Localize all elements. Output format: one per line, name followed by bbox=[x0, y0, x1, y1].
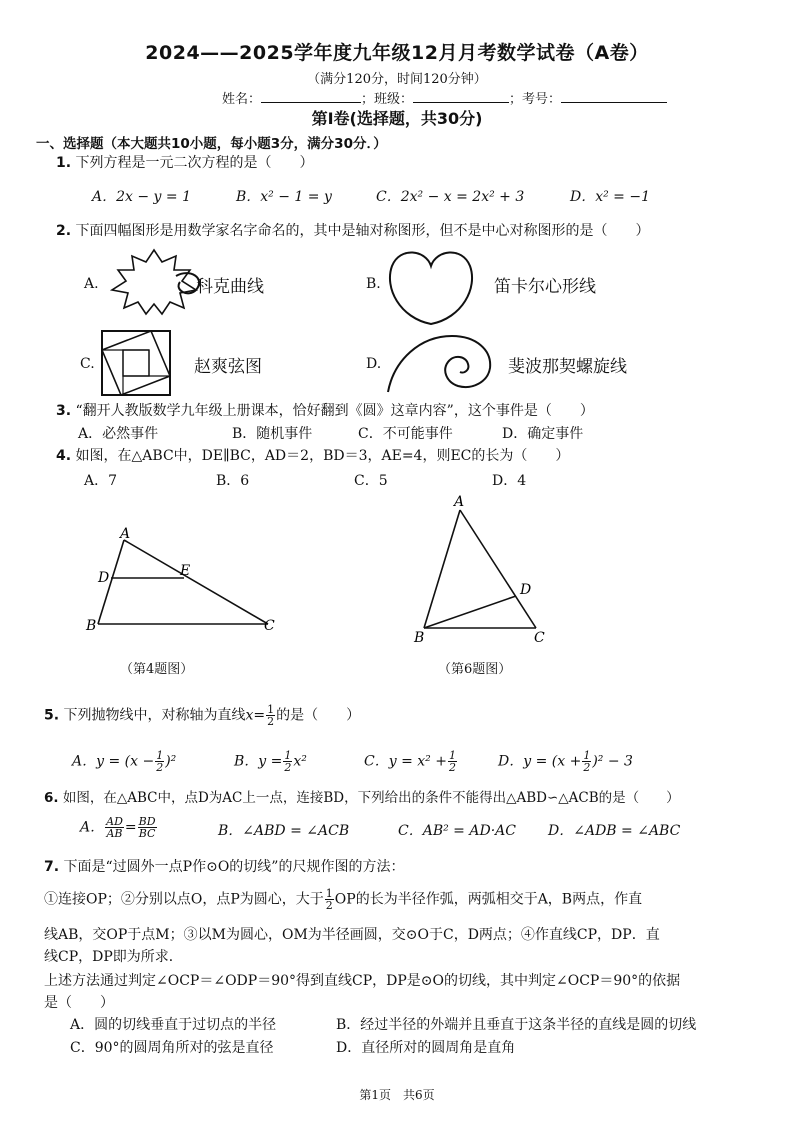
q7-option-c[interactable]: C．90°的圆周角所对的弦是直径 bbox=[70, 1040, 274, 1056]
exam-title: 2024——2025学年度九年级12月月考数学试卷（A卷） bbox=[145, 42, 649, 64]
fig4-point-a: A bbox=[120, 526, 131, 542]
q3-option-a[interactable]: A．必然事件 bbox=[78, 426, 159, 442]
q3-option-c[interactable]: C．不可能事件 bbox=[358, 426, 453, 442]
q7-line-3: 线CP，DP即为所求． bbox=[44, 949, 183, 965]
question-6 bbox=[44, 786, 680, 806]
q4-option-a[interactable]: A．7 bbox=[84, 473, 118, 489]
q4-option-c[interactable]: C．5 bbox=[354, 473, 388, 489]
id-label: ；考号： bbox=[509, 92, 562, 107]
question-stem: 如图，在△ABC中，DE∥BC，AD＝2，BD＝3，AE=4，则EC的长为（ ） bbox=[75, 448, 570, 464]
cardioid-figure bbox=[386, 244, 476, 328]
part-title: 第Ⅰ卷(选择题，共30分) bbox=[311, 109, 483, 128]
q6-option-b[interactable]: B．∠ABD = ∠ACB bbox=[218, 823, 350, 839]
fig4-point-d: D bbox=[98, 570, 110, 586]
question-number: 7. bbox=[44, 859, 60, 875]
q2-name-d: 斐波那契螺旋线 bbox=[508, 357, 627, 377]
question-2 bbox=[56, 220, 650, 240]
fig6-point-c: C bbox=[534, 630, 545, 646]
question-stem-post: 的是（ ） bbox=[276, 707, 361, 724]
q7-option-a[interactable]: A．圆的切线垂直于过切点的半径 bbox=[70, 1017, 277, 1033]
question-stem: 下面四幅图形是用数学家名字命名的，其中是轴对称图形，但不是中心对称图形的是（ ） bbox=[75, 223, 650, 239]
q1-option-c[interactable]: C．2x² − x = 2x² + 3 bbox=[376, 189, 525, 205]
q7-line-2: 线AB，交OP于点M；③以M为圆心，OM为半径画圆，交⊙O于C，D两点；④作直线CP，DP．直 bbox=[44, 927, 660, 943]
question-stem: 下面是“过圆外一点P作⊙O的切线”的尺规作图的方法： bbox=[63, 859, 405, 875]
q5-option-c[interactable]: C．y = x² + $\frac{1}{2}$ bbox=[364, 749, 456, 774]
fig6-point-a: A bbox=[454, 494, 465, 510]
page-footer: 第1页 共6页 bbox=[359, 1088, 435, 1102]
q7-option-d[interactable]: D．直径所对的圆周角是直角 bbox=[336, 1040, 516, 1056]
q1-option-b[interactable]: B．x² − 1 = y bbox=[236, 189, 332, 205]
q3-option-b[interactable]: B．随机事件 bbox=[232, 426, 313, 442]
fig6-point-d: D bbox=[520, 582, 532, 598]
q2-letter-b[interactable]: B. bbox=[366, 276, 381, 292]
question-1 bbox=[56, 152, 314, 172]
q5-option-b[interactable]: B．y = $\frac{1}{2}$ x² bbox=[234, 749, 307, 774]
class-label: ；班级： bbox=[361, 92, 414, 107]
stem-fraction: $\frac{1}{2}$ bbox=[267, 703, 275, 728]
question-7 bbox=[44, 856, 404, 876]
q6-option-d[interactable]: D．∠ADB = ∠ABC bbox=[548, 823, 681, 839]
figure-q4-triangle bbox=[84, 528, 284, 638]
fig6-side-ab bbox=[424, 510, 460, 628]
q2-letter-a[interactable]: A. bbox=[84, 276, 99, 292]
figure-q6-caption: （第6题图） bbox=[438, 662, 512, 677]
question-number: 5. bbox=[44, 707, 60, 724]
class-blank[interactable] bbox=[413, 90, 509, 103]
fig4-point-b: B bbox=[86, 618, 97, 634]
koch-snowflake-figure bbox=[104, 246, 204, 316]
q7-line-4: 上述方法通过判定∠OCP＝∠ODP＝90°得到直线CP，DP是⊙O的切线，其中判定∠OCP＝90°的依据 bbox=[44, 973, 681, 989]
question-4 bbox=[56, 445, 569, 465]
q6-option-c[interactable]: C．AB² = AD·AC bbox=[398, 823, 516, 839]
question-number: 6. bbox=[44, 790, 59, 806]
q3-option-d[interactable]: D．确定事件 bbox=[502, 426, 584, 442]
q7-line-5: 是（ ） bbox=[44, 995, 114, 1011]
fig6-segment-bd bbox=[424, 596, 516, 628]
q7-option-b[interactable]: B．经过半径的外端并且垂直于这条半径的直线是圆的切线 bbox=[336, 1017, 697, 1033]
question-number: 2. bbox=[56, 223, 72, 239]
fig4-point-c: C bbox=[264, 618, 275, 634]
id-blank[interactable] bbox=[561, 90, 667, 103]
question-stem: “翻开人教版数学九年级上册课本，恰好翻到《圆》这章内容”，这个事件是（ ） bbox=[75, 403, 594, 419]
name-label: 姓名： bbox=[222, 92, 262, 107]
q2-name-c: 赵爽弦图 bbox=[194, 357, 262, 377]
question-number: 4. bbox=[56, 448, 72, 464]
q2-name-b: 笛卡尔心形线 bbox=[494, 277, 596, 297]
q5-option-a[interactable]: A．y = (x − $\frac{1}{2}$ )² bbox=[72, 749, 177, 774]
fig4-side-ac bbox=[124, 540, 268, 624]
q2-letter-c[interactable]: C. bbox=[80, 356, 95, 372]
q4-option-b[interactable]: B．6 bbox=[216, 473, 250, 489]
student-info-row bbox=[222, 88, 667, 107]
fibonacci-spiral-figure bbox=[384, 330, 494, 394]
fig6-side-ac bbox=[460, 510, 536, 628]
q1-option-a[interactable]: A．2x − y = 1 bbox=[92, 189, 191, 205]
section-title: 一、选择题（本大题共10小题，每小题3分，满分30分．） bbox=[36, 136, 387, 152]
q2-letter-d[interactable]: D. bbox=[366, 356, 382, 372]
question-3 bbox=[56, 400, 594, 420]
q2-name-a: 科克曲线 bbox=[196, 277, 264, 297]
figure-q6-triangle bbox=[410, 494, 560, 650]
fig4-point-e: E bbox=[180, 563, 191, 579]
question-number: 3. bbox=[56, 403, 72, 419]
question-number: 1. bbox=[56, 155, 72, 171]
q5-option-d[interactable]: D．y = (x + $\frac{1}{2}$ )² − 3 bbox=[498, 749, 633, 774]
stem-var-x: x bbox=[245, 707, 254, 724]
q7-line-1: ①连接OP；②分别以点O，点P为圆心，大于 $\frac{1}{2}$ OP的长为半径作弧，两弧相交于A，B两点，作直 bbox=[44, 887, 643, 912]
q6-option-a[interactable]: A． $\frac{AD}{AB}$ = $\frac{BD}{BC}$ bbox=[80, 815, 156, 840]
fig6-point-b: B bbox=[414, 630, 425, 646]
question-stem: 如图，在△ABC中，点D为AC上一点，连接BD，下列给出的条件不能得出△ABD∽△ACB的是（ ） bbox=[62, 790, 680, 806]
question-5 bbox=[44, 704, 360, 727]
question-stem-pre: 下列抛物线中，对称轴为直线 bbox=[63, 707, 246, 724]
question-stem: 下列方程是一元二次方程的是（ ） bbox=[75, 155, 314, 171]
zhaoshuang-diagram-figure bbox=[101, 330, 171, 396]
q4-option-d[interactable]: D．4 bbox=[492, 473, 527, 489]
figure-q4-caption: （第4题图） bbox=[120, 662, 194, 677]
exam-subtitle: （满分120分，时间120分钟） bbox=[307, 72, 487, 87]
stem-eq: = bbox=[253, 707, 266, 724]
name-blank[interactable] bbox=[261, 90, 361, 103]
q1-option-d[interactable]: D．x² = −1 bbox=[570, 189, 651, 205]
